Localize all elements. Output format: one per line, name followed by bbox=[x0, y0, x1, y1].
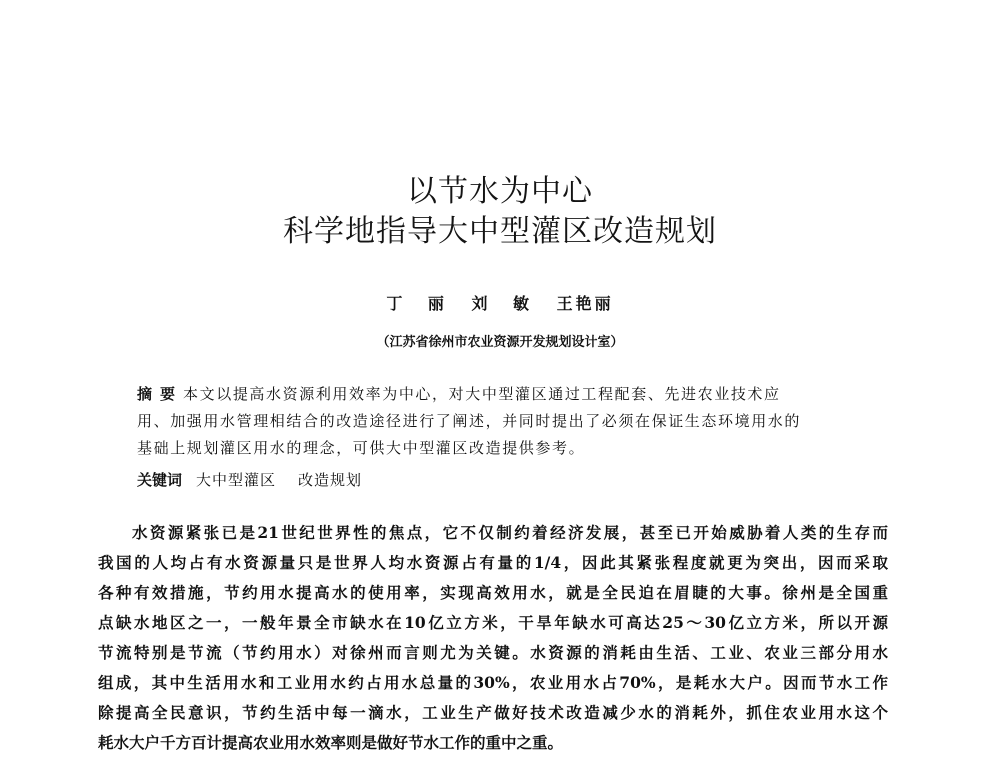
author-name: 刘 敏 bbox=[471, 294, 540, 313]
abstract-label: 摘要 bbox=[137, 385, 184, 403]
body-line: 组成，其中生活用水和工业用水约占用水总量的30%，农业用水占70%，是耗水大户。因而节水工作 bbox=[98, 673, 888, 692]
paper-title-line-2: 科学地指导大中型灌区改造规划 bbox=[283, 214, 717, 249]
keyword: 大中型灌区 bbox=[196, 471, 277, 489]
paper-title-line-1: 以节水为中心 bbox=[407, 174, 593, 209]
abstract-text: 本文以提高水资源利用效率为中心，对大中型灌区通过工程配套、先进农业技术应 bbox=[183, 385, 781, 403]
keyword: 改造规划 bbox=[298, 471, 363, 489]
abstract-line: 基础上规划灌区用水的理念，可供大中型灌区改造提供参考。 bbox=[137, 439, 586, 457]
body-line: 节流特别是节流（节约用水）对徐州而言则尤为关键。水资源的消耗由生活、工业、农业三部分用水 bbox=[98, 643, 888, 662]
body-paragraph bbox=[98, 518, 888, 758]
author-name: 王艳丽 bbox=[556, 294, 614, 313]
keywords-label: 关键词 bbox=[137, 471, 183, 489]
body-line: 各种有效措施，节约用水提高水的使用率，实现高效用水，就是全民迫在眉睫的大事。徐州是全国重 bbox=[98, 583, 888, 602]
body-line: 水资源紧张已是21世纪世界性的焦点，它不仅制约着经济发展，甚至已开始威胁着人类的生存而 bbox=[132, 523, 888, 542]
abstract-line bbox=[137, 381, 859, 408]
keywords bbox=[137, 469, 362, 490]
body-line: 点缺水地区之一，一般年景全市缺水在10亿立方米，干旱年缺水可高达25～30亿立方米，所以开源 bbox=[98, 613, 888, 632]
abstract bbox=[137, 381, 859, 462]
author-list bbox=[0, 291, 1000, 314]
body-line: 耗水大户千方百计提高农业用水效率则是做好节水工作的重中之重。 bbox=[98, 733, 564, 752]
body-line: 我国的人均占有水资源量只是世界人均水资源占有量的1/4，因此其紧张程度就更为突出，因而采取 bbox=[98, 553, 888, 572]
body-line: 除提高全民意识，节约生活中每一滴水，工业生产做好技术改造减少水的消耗外，抓住农业用水这个 bbox=[98, 703, 888, 722]
author-name: 丁 丽 bbox=[386, 294, 454, 313]
author-affiliation: （江苏省徐州市农业资源开发规划设计室） bbox=[376, 335, 624, 350]
abstract-line: 用、加强用水管理相结合的改造途径进行了阐述，并同时提出了必须在保证生态环境用水的 bbox=[137, 412, 802, 430]
